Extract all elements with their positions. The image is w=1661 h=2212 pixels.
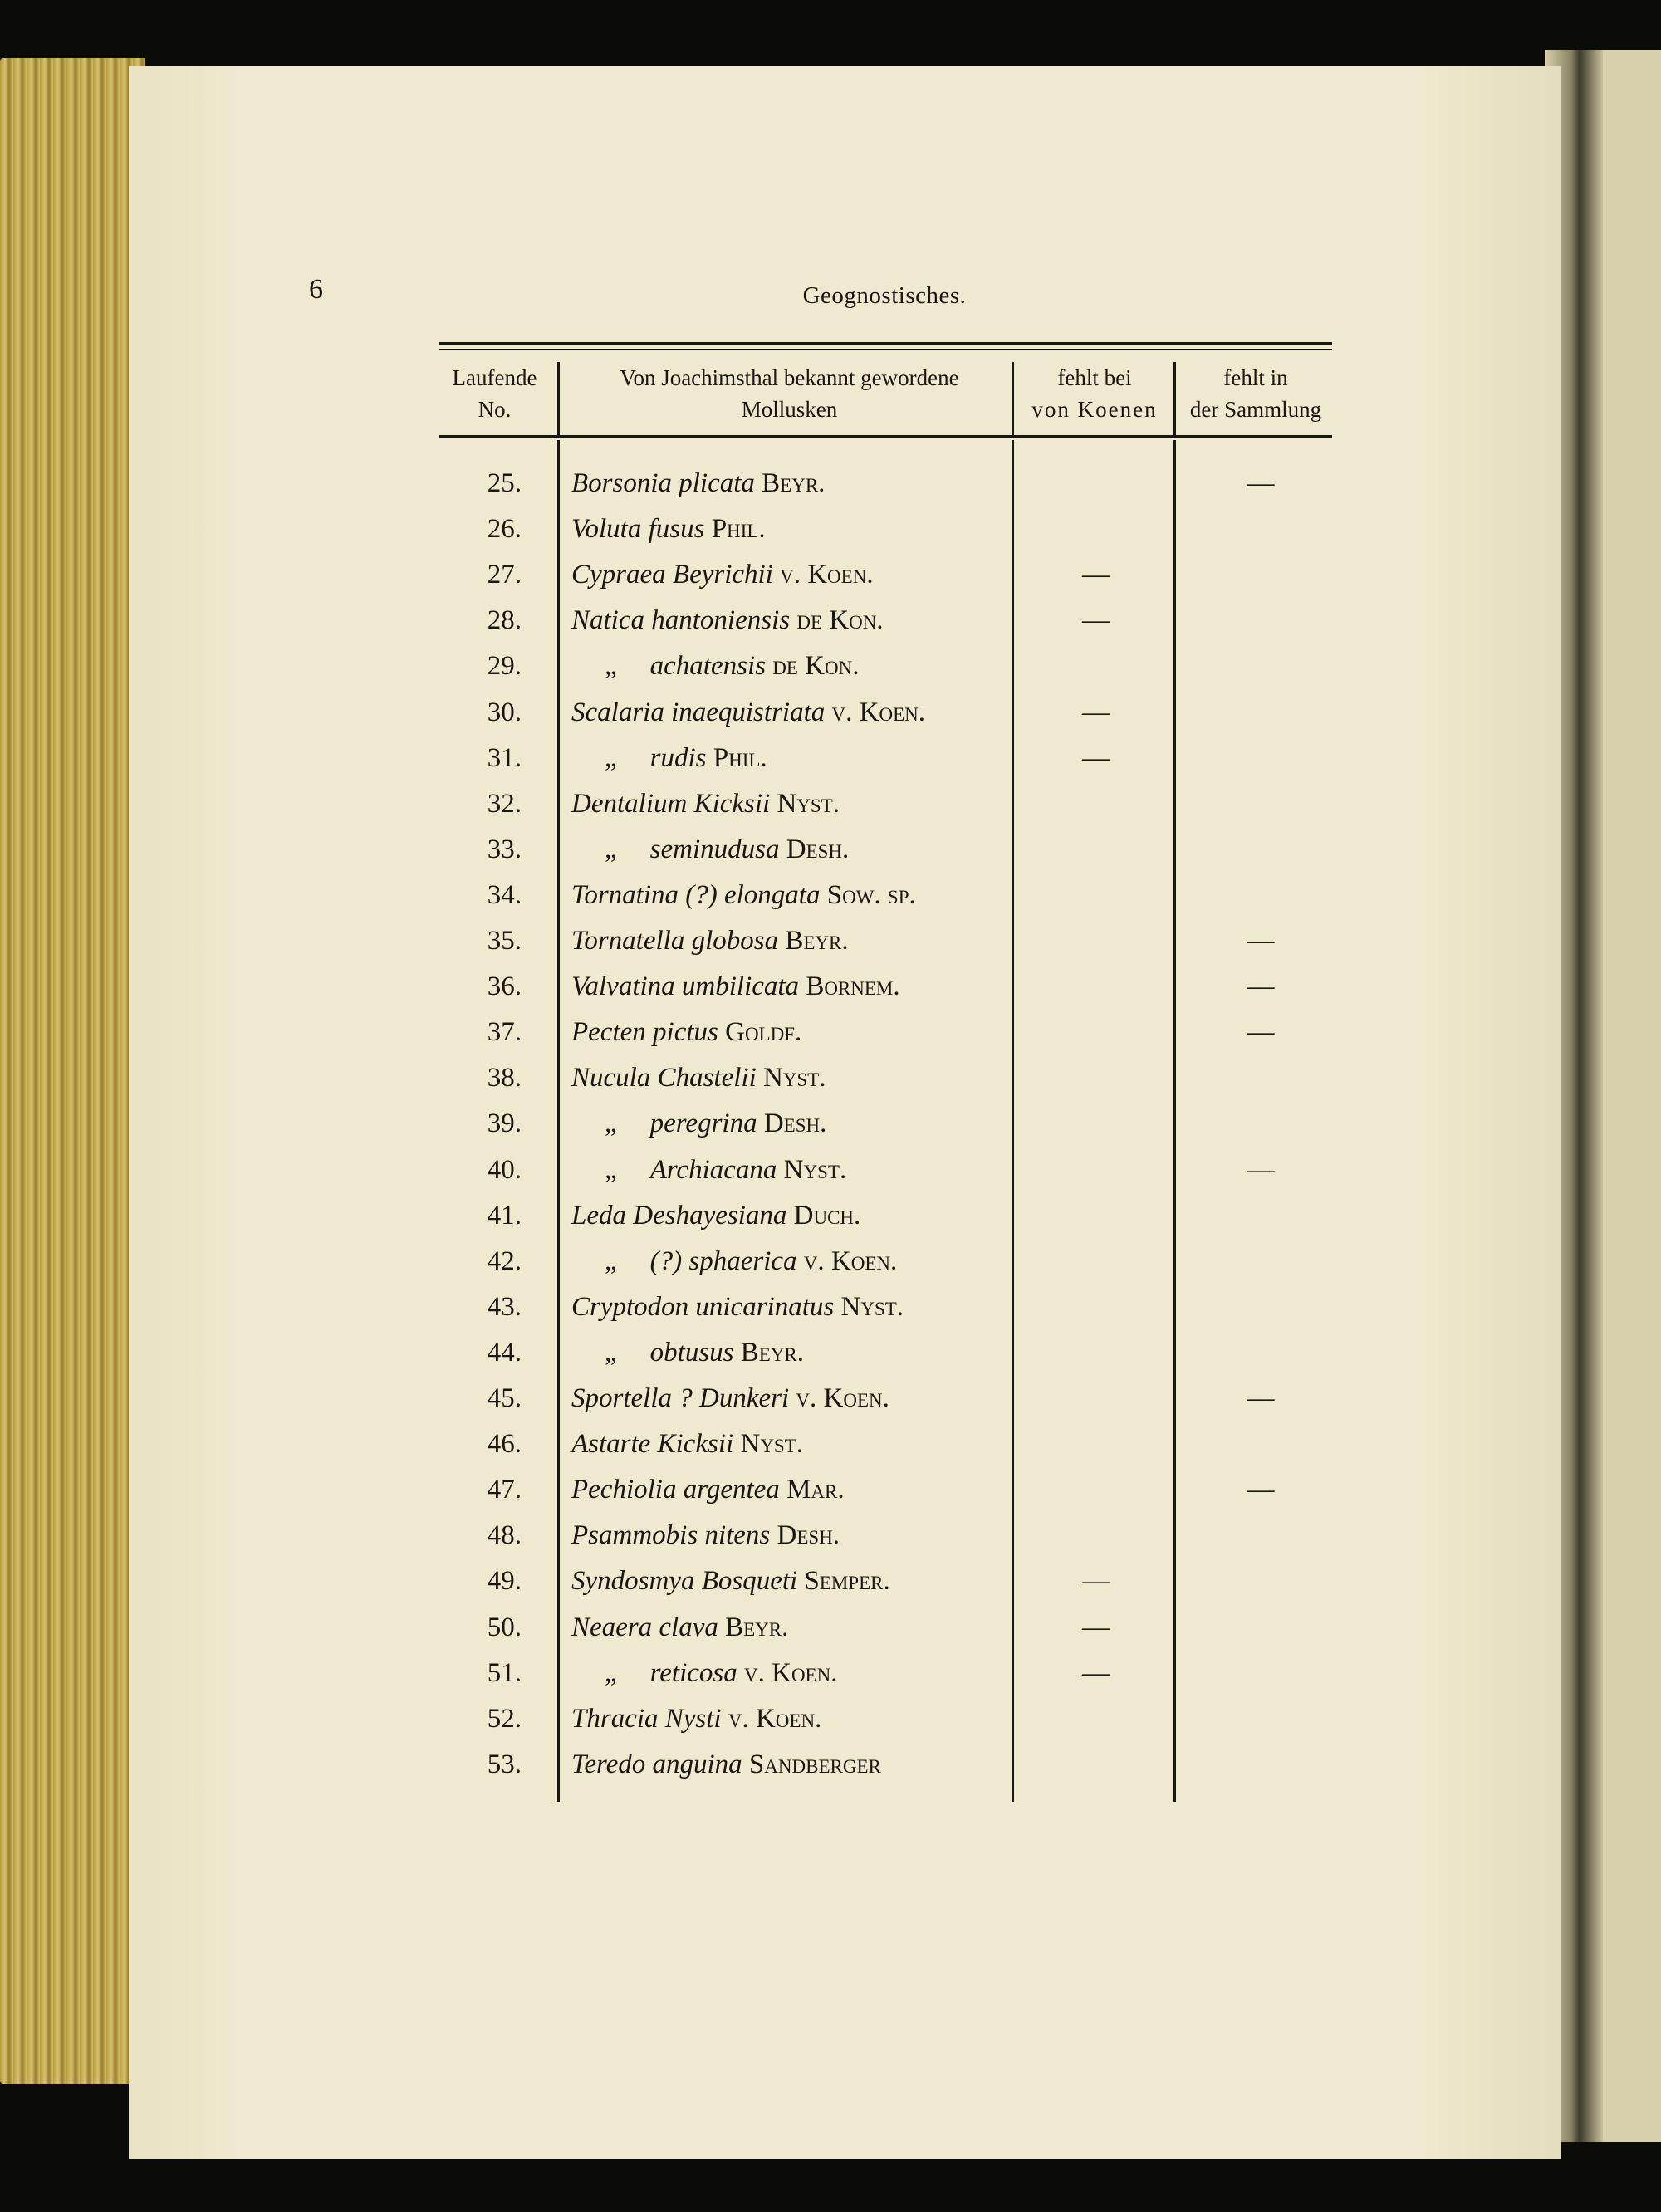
row-number: 49. — [487, 1566, 522, 1597]
table-row — [439, 1108, 1332, 1154]
author: Beyr. — [762, 468, 826, 498]
species-name — [571, 1658, 837, 1689]
table-row — [439, 743, 1332, 789]
species-name — [571, 1108, 826, 1139]
author: v. Koen. — [780, 560, 874, 590]
fehlt-in-sammlung-mark: — — [1247, 1017, 1275, 1048]
species: achatensis — [649, 651, 766, 682]
table-row — [439, 560, 1332, 605]
genus: Valvatina — [571, 971, 675, 1002]
species: nitens — [704, 1520, 771, 1551]
row-number: 40. — [487, 1154, 522, 1185]
species: globosa — [691, 926, 779, 956]
species: clava — [659, 1612, 718, 1642]
row-number: 38. — [487, 1063, 522, 1094]
species: Bosqueti — [701, 1566, 798, 1597]
table-top-rule — [439, 342, 1332, 345]
table-row — [439, 1520, 1332, 1566]
table-row — [439, 971, 1332, 1017]
author: Mar. — [786, 1475, 845, 1505]
fehlt-bei-von-koenen-mark: — — [1082, 560, 1110, 590]
author: Duch. — [793, 1200, 861, 1231]
genus: Borsonia — [571, 468, 673, 498]
table-row — [439, 1017, 1332, 1063]
table-row — [439, 1246, 1332, 1292]
genus: Nucula — [571, 1063, 651, 1094]
fehlt-bei-von-koenen-mark: — — [1082, 1612, 1110, 1642]
author: Desh. — [763, 1108, 827, 1139]
species: unicarinatus — [695, 1291, 835, 1322]
header-fehlt-in-der-sammlung: fehlt in der Sammlung — [1189, 365, 1322, 422]
genus: Syndosmya — [571, 1566, 695, 1597]
species-name — [571, 1566, 890, 1597]
species: reticosa — [649, 1657, 737, 1688]
row-number: 51. — [487, 1657, 522, 1688]
species-name — [571, 1750, 881, 1780]
author: Nyst. — [763, 1063, 826, 1094]
species-name — [571, 926, 849, 957]
species-name — [571, 1292, 904, 1323]
species-name — [571, 1429, 803, 1460]
genus: Neaera — [571, 1612, 653, 1642]
genus: Tornatella — [571, 926, 685, 956]
species-name — [571, 1063, 826, 1094]
species: Archiacana — [649, 1154, 777, 1185]
author: Desh. — [777, 1520, 840, 1551]
species-name — [571, 971, 900, 1002]
author: Sow. sp. — [826, 879, 916, 910]
author: Goldf. — [725, 1017, 802, 1048]
mollusk-table — [439, 342, 1332, 1794]
species-name — [571, 1613, 788, 1643]
table-row — [439, 651, 1332, 697]
ditto-mark: „ — [605, 1245, 617, 1276]
header-divider-1 — [557, 362, 560, 435]
row-number: 46. — [487, 1429, 522, 1460]
genus: Cryptodon — [571, 1291, 689, 1322]
species: hantoniensis — [651, 605, 791, 636]
fehlt-bei-von-koenen-mark: — — [1082, 697, 1110, 727]
author: Sandberger — [748, 1749, 881, 1779]
header-fehlt-bei-von-koenen: fehlt bei von Koenen — [1031, 365, 1158, 422]
genus: Pecten — [571, 1017, 646, 1048]
ditto-mark: „ — [605, 1108, 617, 1139]
species-name — [571, 880, 916, 911]
row-number: 28. — [487, 605, 522, 636]
genus: Thracia — [571, 1703, 659, 1734]
author: Desh. — [786, 834, 850, 864]
species: Dunkeri — [699, 1383, 790, 1413]
fehlt-in-sammlung-mark: — — [1247, 1383, 1275, 1413]
species-name — [571, 789, 840, 820]
row-number: 53. — [487, 1749, 522, 1779]
table-row — [439, 1201, 1332, 1246]
ditto-mark: „ — [605, 1657, 617, 1688]
header-laufende-no: Laufende No. — [452, 365, 537, 422]
table-row — [439, 1750, 1332, 1795]
row-number: 50. — [487, 1612, 522, 1642]
ditto-mark: „ — [605, 651, 617, 682]
author: v. Koen. — [744, 1657, 838, 1688]
row-number: 25. — [487, 468, 522, 498]
row-number: 36. — [487, 971, 522, 1002]
table-row — [439, 1658, 1332, 1704]
table-row — [439, 1383, 1332, 1429]
species-name — [571, 1475, 845, 1505]
table-row — [439, 789, 1332, 834]
species-name — [571, 1246, 897, 1277]
fehlt-bei-von-koenen-mark: — — [1082, 1657, 1110, 1688]
author: Beyr. — [785, 926, 849, 956]
fehlt-bei-von-koenen-mark: — — [1082, 605, 1110, 636]
species: seminudusa — [649, 834, 780, 864]
header-divider-3 — [1173, 362, 1176, 435]
table-row — [439, 468, 1332, 514]
species-name — [571, 743, 767, 774]
species-name — [571, 1017, 801, 1048]
row-number: 32. — [487, 788, 522, 819]
row-number: 39. — [487, 1108, 522, 1139]
table-row — [439, 1155, 1332, 1201]
table-row — [439, 605, 1332, 651]
row-number: 29. — [487, 651, 522, 682]
species: Kicksii — [657, 1429, 734, 1460]
header-mollusken: Von Joachimsthal bekannt gewordene Mollusken — [620, 365, 959, 422]
row-number: 30. — [487, 697, 522, 727]
species: obtusus — [649, 1337, 734, 1368]
species: (?) sphaerica — [649, 1245, 797, 1276]
fehlt-in-sammlung-mark: — — [1247, 1475, 1275, 1505]
author: Bornem. — [806, 971, 900, 1002]
species: Kicksii — [693, 788, 771, 819]
species: Deshayesiana — [633, 1200, 787, 1231]
table-row — [439, 1338, 1332, 1383]
header-divider-2 — [1012, 362, 1014, 435]
species: argentea — [683, 1475, 780, 1505]
author: de Kon. — [772, 651, 860, 682]
fehlt-in-sammlung-mark: — — [1247, 926, 1275, 956]
genus: Pechiolia — [571, 1475, 677, 1505]
genus: Cypraea — [571, 560, 666, 590]
row-number: 47. — [487, 1475, 522, 1505]
author: v. Koen. — [831, 697, 925, 727]
species-name — [571, 651, 859, 682]
table-row — [439, 1429, 1332, 1475]
table-row — [439, 834, 1332, 880]
row-number: 52. — [487, 1703, 522, 1734]
genus: Sportella ? — [571, 1383, 693, 1413]
table-header-rule — [439, 435, 1332, 438]
species-name — [571, 1704, 821, 1735]
genus: Natica — [571, 605, 644, 636]
ditto-mark: „ — [605, 1154, 617, 1185]
species: peregrina — [649, 1108, 757, 1139]
row-number: 48. — [487, 1520, 522, 1551]
table-row — [439, 1292, 1332, 1338]
table-row — [439, 926, 1332, 971]
running-title: Geognostisches. — [802, 282, 967, 309]
species-name — [571, 560, 874, 590]
row-number: 35. — [487, 926, 522, 956]
table-row — [439, 697, 1332, 743]
ditto-mark: „ — [605, 742, 617, 773]
row-number: 26. — [487, 514, 522, 545]
table-row — [439, 1704, 1332, 1750]
species-name — [571, 834, 849, 865]
species: Chastelii — [657, 1063, 757, 1094]
row-number: 31. — [487, 742, 522, 773]
species-name — [571, 605, 884, 636]
row-number: 41. — [487, 1200, 522, 1231]
genus: Tornatina — [571, 879, 679, 910]
table-row — [439, 880, 1332, 926]
table-row — [439, 1566, 1332, 1612]
row-number: 34. — [487, 879, 522, 910]
genus: Dentalium — [571, 788, 688, 819]
row-number: 42. — [487, 1245, 522, 1276]
species-name — [571, 1155, 846, 1186]
species-name — [571, 1383, 889, 1414]
author: Nyst. — [740, 1429, 804, 1460]
species: umbilicata — [681, 971, 800, 1002]
row-number: 43. — [487, 1291, 522, 1322]
species-name — [571, 1201, 860, 1231]
row-number: 27. — [487, 560, 522, 590]
table-row — [439, 1063, 1332, 1108]
author: Nyst. — [840, 1291, 904, 1322]
fehlt-in-sammlung-mark: — — [1247, 1154, 1275, 1185]
fehlt-in-sammlung-mark: — — [1247, 468, 1275, 498]
species: inaequistriata — [671, 697, 826, 727]
species: Beyrichii — [672, 560, 773, 590]
genus: Psammobis — [571, 1520, 698, 1551]
author: v. Koen. — [796, 1383, 889, 1413]
row-number: 45. — [487, 1383, 522, 1413]
row-number: 33. — [487, 834, 522, 864]
fehlt-bei-von-koenen-mark: — — [1082, 1566, 1110, 1597]
genus: Leda — [571, 1200, 626, 1231]
ditto-mark: „ — [605, 834, 617, 864]
author: Nyst. — [777, 788, 840, 819]
author: v. Koen. — [803, 1245, 898, 1276]
species-name — [571, 697, 925, 728]
species-name — [571, 1338, 804, 1368]
table-row — [439, 1613, 1332, 1658]
species-name — [571, 1520, 840, 1551]
author: Beyr. — [725, 1612, 789, 1642]
species-name — [571, 514, 766, 545]
species-name — [571, 468, 825, 499]
author: Nyst. — [783, 1154, 847, 1185]
book-page-edges — [0, 58, 145, 2084]
page-number: 6 — [309, 274, 323, 305]
fehlt-bei-von-koenen-mark: — — [1082, 742, 1110, 773]
species: anguina — [652, 1749, 742, 1779]
table-top-rule-thin — [439, 349, 1332, 350]
genus: Voluta — [571, 514, 642, 545]
species: pictus — [653, 1017, 718, 1048]
species: rudis — [649, 742, 707, 773]
species: (?) elongata — [685, 879, 821, 910]
author: Phil. — [713, 742, 767, 773]
species: plicata — [679, 468, 755, 498]
row-number: 44. — [487, 1337, 522, 1368]
row-number: 37. — [487, 1017, 522, 1048]
author: Semper. — [804, 1566, 890, 1597]
genus: Teredo — [571, 1749, 646, 1779]
fehlt-in-sammlung-mark: — — [1247, 971, 1275, 1002]
author: v. Koen. — [728, 1703, 822, 1734]
author: de Kon. — [796, 605, 884, 636]
species: Nysti — [664, 1703, 722, 1734]
author: Beyr. — [740, 1337, 805, 1368]
table-row — [439, 1475, 1332, 1520]
genus: Scalaria — [571, 697, 664, 727]
author: Phil. — [711, 514, 766, 545]
ditto-mark: „ — [605, 1337, 617, 1368]
table-row — [439, 514, 1332, 560]
species: fusus — [648, 514, 705, 545]
genus: Astarte — [571, 1429, 651, 1460]
